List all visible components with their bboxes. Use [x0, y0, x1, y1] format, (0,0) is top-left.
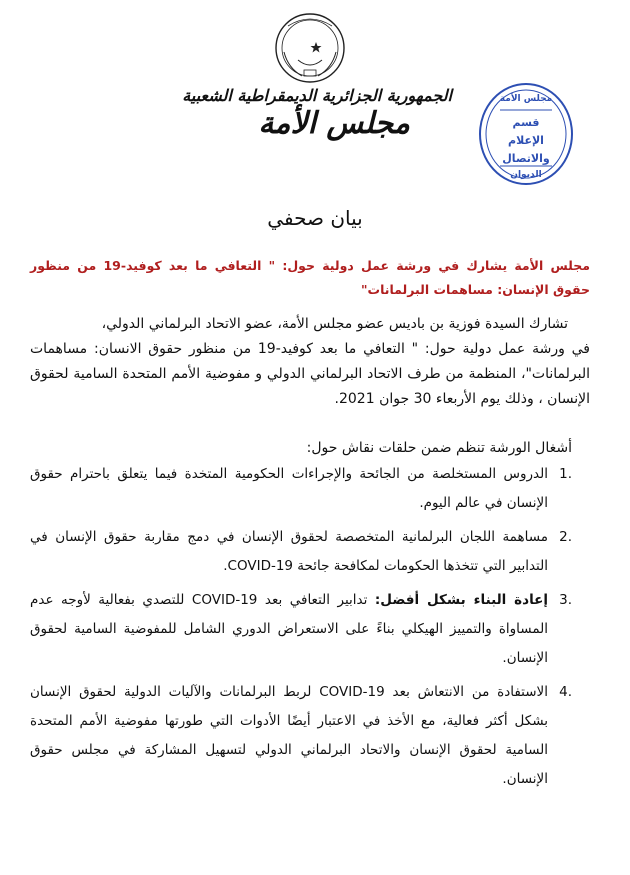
stamp-top-text: مجلس الأمة — [499, 94, 553, 104]
intro-paragraph — [30, 312, 590, 412]
stamp-line-3: والاتصال — [502, 152, 550, 165]
information-department-stamp — [476, 80, 576, 188]
intro-first-line: تشارك السيدة فوزية بن باديس عضو مجلس الأمة، عضو الاتحاد البرلماني الدولي، — [101, 316, 568, 332]
stamp-line-2: الإعلام — [508, 134, 544, 147]
list-item-text: مساهمة اللجان البرلمانية المتخصصة لحقوق الإنسان في دمج مقاربة حقوق الإنسان في التدابير التي تتخذها الحكومات لمكافحة جائحة COVID-19. — [30, 529, 548, 574]
list-item-number: 1. — [559, 466, 572, 482]
list-item-text: تدابير التعافي بعد COVID-19 للتصدي بفعالية لأوجه عدم المساواة والتمييز الهيكلي بناءً على الاستعراض الدوري الشامل للمفوضية السامية لحقوق الإنسان. — [30, 592, 548, 666]
list-item-number: 2. — [559, 529, 572, 545]
list-item-number: 4. — [559, 684, 572, 700]
list-item — [30, 678, 590, 794]
stamp-line-1: قسم — [512, 116, 540, 129]
list-item-text: الدروس المستخلصة من الجائحة والإجراءات الحكومية المتخدة فيما يتعلق باحترام حقوق الإنسان في عالم اليوم. — [30, 466, 548, 511]
list-item-text: الاستفادة من الانتعاش بعد COVID-19 لربط البرلمانات والآليات الدولية لحقوق الإنسان بشكل أكثر فعالية، مع الأخذ في الاعتبار أيضًا الأدوات التي طورتها مفوضية الأمم المتحدة السامية لحقوق الإنسان والاتحاد البرلماني الدولي لتسهيل المشاركة في مجلس حقوق الإنسان. — [30, 684, 549, 787]
list-item — [30, 523, 590, 581]
headline: مجلس الأمة يشارك في ورشة عمل دولية حول: " التعافي ما بعد كوفيد-19 من منظور حقوق الإنسان: مساهمات البرلمانات" — [30, 258, 590, 297]
list-item-bold-lead: إعادة البناء بشكل أفضل: — [374, 592, 549, 608]
council-name: مجلس الأمة — [258, 106, 410, 141]
workshop-lead: أشغال الورشة تنظم ضمن حلقات نقاش حول: — [306, 440, 572, 456]
stamp-bottom-text: الديوان — [510, 170, 542, 180]
list-item — [30, 460, 590, 518]
intro-rest: في ورشة عمل دولية حول: " التعافي ما بعد كوفيد-19 من منظور حقوق الانسان: مساهمات البرلمانات"، المنظمة من طرف الاتحاد البرلماني الدولي و مفوضية الأمم المتحدة السامية لحقوق الإنسان ، وذلك يوم الأربعاء 30 جوان 2021. — [30, 341, 590, 407]
list-item — [30, 586, 590, 673]
republic-name: الجمهورية الجزائرية الديمقراطية الشعبية — [182, 86, 452, 105]
algerian-emblem-icon — [268, 8, 352, 88]
discussion-topics-list — [30, 460, 590, 799]
press-release-title: بيان صحفي — [267, 206, 363, 230]
list-item-number: 3. — [559, 592, 572, 608]
